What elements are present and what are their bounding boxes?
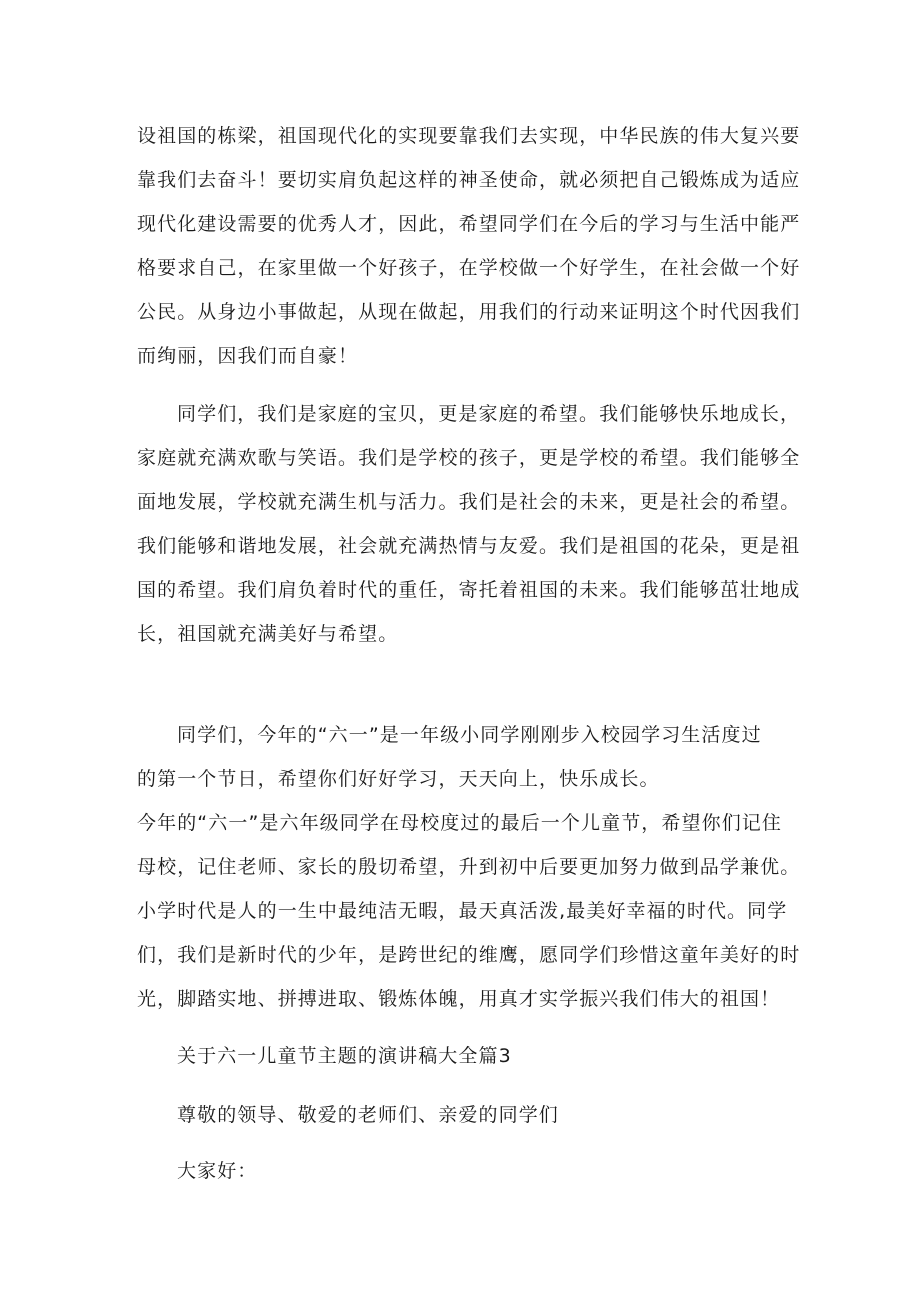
paragraph-line: 光，脚踏实地、拼搏进取、锻炼体魄，用真才实学振兴我们伟大的祖国！ [137, 988, 781, 1010]
section-title: 关于六一儿童节主题的演讲稿大全篇3 [177, 1045, 512, 1067]
paragraph-line: 现代化建设需要的优秀人才，因此，希望同学们在今后的学习与生活中能严 [137, 213, 801, 235]
paragraph-line: 家庭就充满欢歌与笑语。我们是学校的孩子，更是学校的希望。我们能够全 [137, 447, 801, 469]
paragraph-line: 的第一个节日，希望你们好好学习，天天向上，快乐成长。 [137, 768, 660, 790]
paragraph-line: 我们能够和谐地发展，社会就充满热情与友爱。我们是祖国的花朵，更是祖 [137, 535, 801, 557]
paragraph-line: 靠我们去奋斗！要切实肩负起这样的神圣使命，就必须把自己锻炼成为适应 [137, 169, 801, 191]
paragraph-line: 同学们，今年的“六一”是一年级小同学刚刚步入校园学习生活度过 [177, 724, 762, 746]
paragraph-line: 面地发展，学校就充满生机与活力。我们是社会的未来，更是社会的希望。 [137, 491, 801, 513]
paragraph-line: 们，我们是新时代的少年，是跨世纪的维鹰，愿同学们珍惜这童年美好的时 [137, 944, 801, 966]
paragraph-line: 长，祖国就充满美好与希望。 [137, 623, 399, 645]
paragraph-line: 今年的“六一”是六年级同学在母校度过的最后一个儿童节，希望你们记住 [137, 812, 782, 834]
greeting: 大家好： [177, 1160, 258, 1182]
paragraph-line: 母校，记住老师、家长的殷切希望，升到初中后要更加努力做到品学兼优。 [137, 856, 801, 878]
paragraph-line: 同学们，我们是家庭的宝贝，更是家庭的希望。我们能够快乐地成长， [177, 403, 801, 425]
salutation: 尊敬的领导、敬爱的老师们、亲爱的同学们 [177, 1104, 559, 1126]
paragraph-line: 而绚丽，因我们而自豪！ [137, 345, 359, 367]
paragraph-line: 格要求自己，在家里做一个好孩子，在学校做一个好学生，在社会做一个好 [137, 257, 801, 279]
paragraph-line: 公民。从身边小事做起，从现在做起，用我们的行动来证明这个时代因我们 [137, 301, 801, 323]
paragraph-line: 国的希望。我们肩负着时代的重任，寄托着祖国的未来。我们能够茁壮地成 [137, 579, 801, 601]
paragraph-line: 设祖国的栋梁，祖国现代化的实现要靠我们去实现，中华民族的伟大复兴要 [137, 125, 801, 147]
paragraph-line: 小学时代是人的一生中最纯洁无暇，最天真活泼,最美好幸福的时代。同学 [137, 900, 788, 922]
